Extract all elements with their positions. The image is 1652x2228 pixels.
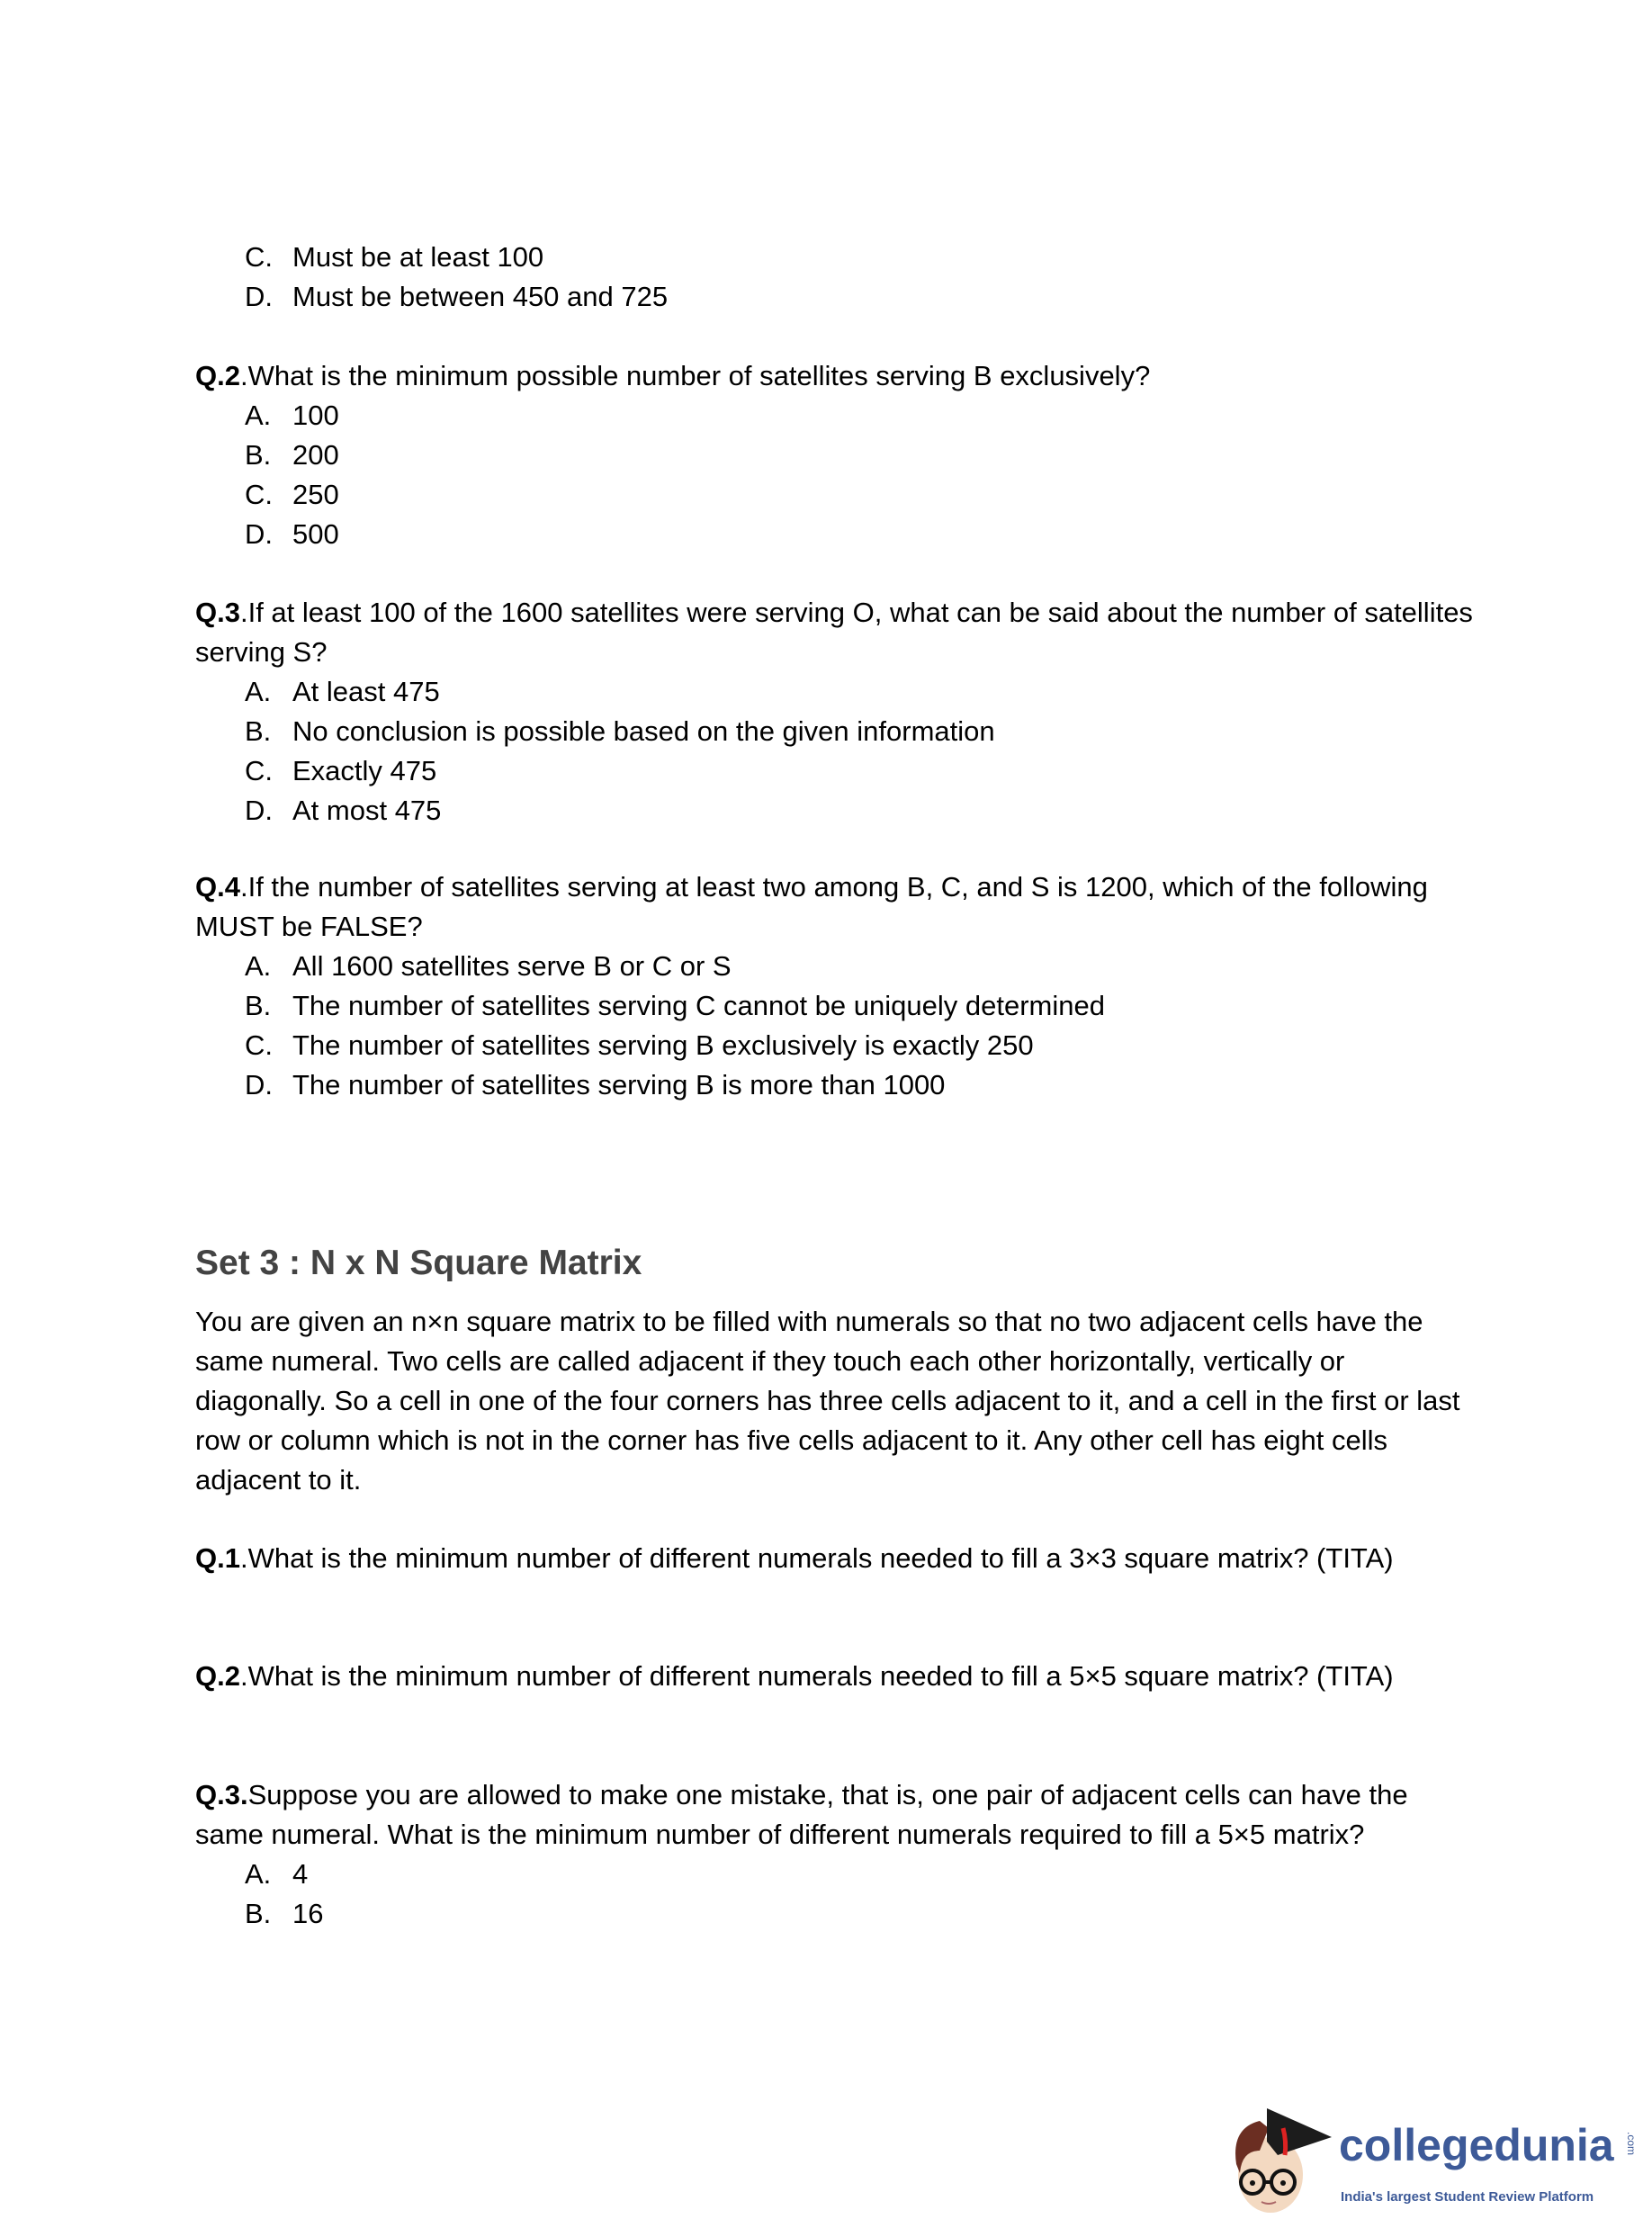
option xyxy=(195,238,1473,277)
option-letter: B. xyxy=(245,990,272,1021)
option-text: The number of satellites serving C cannot be uniquely determined xyxy=(292,990,1105,1021)
option-letter: A. xyxy=(245,676,272,707)
option-letter: D. xyxy=(245,795,273,826)
option xyxy=(195,986,1473,1026)
set2-question-4 xyxy=(195,867,1473,1105)
question-text: Suppose you are allowed to make one mistake, that is, one pair of adjacent cells can have the same numeral. What is the minimum number of different numerals required to fill a 5×5 matrix? xyxy=(195,1779,1408,1850)
option xyxy=(195,436,1473,475)
option xyxy=(195,1894,1473,1934)
option-text: The number of satellites serving B is more than 1000 xyxy=(292,1069,946,1101)
option-text: 500 xyxy=(292,518,339,550)
option-letter: D. xyxy=(245,518,273,550)
option-text: 16 xyxy=(292,1898,324,1929)
option-text: All 1600 satellites serve B or C or S xyxy=(292,950,732,982)
option xyxy=(195,672,1473,712)
option-letter: A. xyxy=(245,1858,272,1890)
option xyxy=(195,396,1473,436)
set3-heading: Set 3 : N x N Square Matrix xyxy=(195,1244,642,1282)
set2-question-3 xyxy=(195,593,1473,831)
option-letter: C. xyxy=(245,1029,273,1061)
set3-question-3 xyxy=(195,1775,1473,1934)
option xyxy=(195,712,1473,751)
option xyxy=(195,277,1473,317)
option-letter: B. xyxy=(245,439,272,471)
option-text: The number of satellites serving B exclusively is exactly 250 xyxy=(292,1029,1034,1061)
question-text: .What is the minimum number of different numerals needed to fill a 3×3 square matrix? (TITA) xyxy=(239,1542,1394,1574)
student-mascot-icon xyxy=(1224,2101,1336,2218)
logo-brand-text: collegedunia xyxy=(1339,2120,1614,2170)
option-text: 200 xyxy=(292,439,339,471)
option-text: At most 475 xyxy=(292,795,442,826)
set2-question-2 xyxy=(195,356,1473,554)
question-text: .If at least 100 of the 1600 satellites were serving O, what can be said about the number of satellites serving S? xyxy=(195,597,1473,668)
option-text: Exactly 475 xyxy=(292,755,437,786)
question-number: Q.3 xyxy=(195,597,240,628)
option xyxy=(195,1065,1473,1105)
option-letter: D. xyxy=(245,1069,273,1101)
set3-question-2 xyxy=(195,1657,1473,1696)
question-number: Q.4 xyxy=(195,871,240,903)
option-letter: C. xyxy=(245,755,273,786)
set3-question-1 xyxy=(195,1539,1473,1578)
question-number: Q.2 xyxy=(195,1660,240,1692)
option-text: 250 xyxy=(292,479,339,510)
option xyxy=(195,791,1473,831)
question-number: Q.1 xyxy=(195,1542,240,1574)
set3-intro: You are given an n×n square matrix to be filled with numerals so that no two adjacent cells have the same numeral. Two cells are called adjacent if they touch each other horizontally, vertically or diagonally. So a cell in one of the four corners has three cells adjacent to it, and a cell in the first or last row or column which is not in the corner has five cells adjacent to it. Any other cell has eight cells adjacent to it. xyxy=(195,1306,1460,1496)
option-text: 100 xyxy=(292,400,339,431)
option-letter: B. xyxy=(245,1898,272,1929)
set2-q1-options-tail xyxy=(195,238,1473,317)
option-text: At least 475 xyxy=(292,676,440,707)
option xyxy=(195,1026,1473,1065)
option-letter: A. xyxy=(245,400,272,431)
option-letter: C. xyxy=(245,479,273,510)
option-text: Must be between 450 and 725 xyxy=(292,281,669,312)
logo-domain-text: .com xyxy=(1625,2131,1639,2156)
question-number: Q.3. xyxy=(195,1779,248,1810)
option-letter: C. xyxy=(245,241,273,273)
option-text: No conclusion is possible based on the given information xyxy=(292,715,995,747)
option-letter: B. xyxy=(245,715,272,747)
option-letter: A. xyxy=(245,950,272,982)
question-number: Q.2 xyxy=(195,360,240,391)
option xyxy=(195,1855,1473,1894)
option-text: 4 xyxy=(292,1858,309,1890)
logo-tagline: India's largest Student Review Platform xyxy=(1341,2189,1594,2205)
question-text: .What is the minimum possible number of satellites serving B exclusively? xyxy=(239,360,1151,391)
option xyxy=(195,475,1473,515)
option-text: Must be at least 100 xyxy=(292,241,544,273)
option xyxy=(195,751,1473,791)
option xyxy=(195,947,1473,986)
option-letter: D. xyxy=(245,281,273,312)
option xyxy=(195,515,1473,554)
question-text: .What is the minimum number of different numerals needed to fill a 5×5 square matrix? (TITA) xyxy=(239,1660,1394,1692)
question-text: .If the number of satellites serving at least two among B, C, and S is 1200, which of the following MUST be FALSE? xyxy=(195,871,1428,942)
collegedunia-logo xyxy=(1224,2101,1638,2218)
